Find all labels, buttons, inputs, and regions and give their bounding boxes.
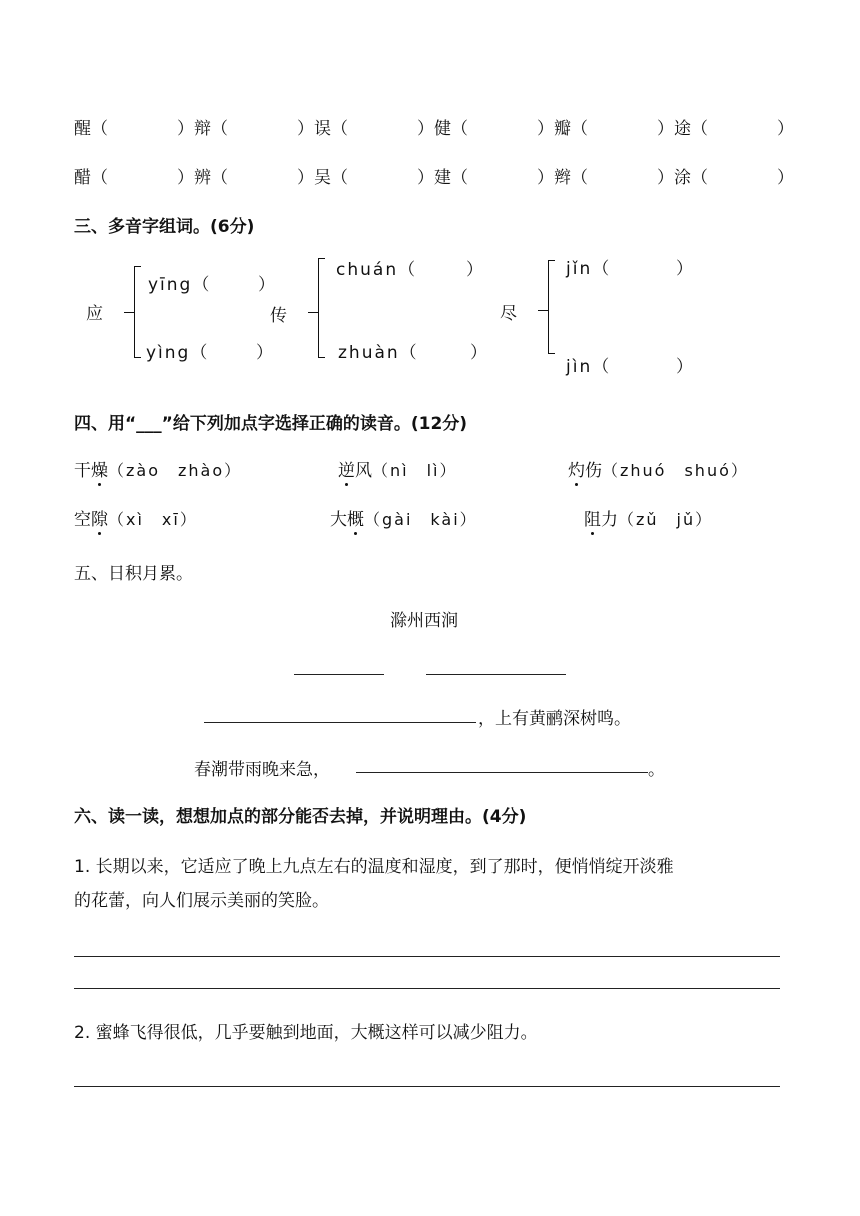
pinyin-choices: （nì lì） [372, 461, 458, 480]
poem-line-end: 。 [648, 760, 665, 780]
pronunciation-item [584, 505, 713, 530]
pronunciation-item [338, 456, 457, 481]
row-cell: ）吴（ [297, 168, 348, 188]
dotted-char: 阻 [584, 505, 601, 530]
dotted-char: 灼 [568, 456, 585, 481]
pinyin-option: yīng（ [148, 275, 212, 295]
dotted-char: 隙 [91, 505, 108, 530]
answer-line[interactable] [74, 956, 780, 957]
polyphone-char-jin: 尽 [500, 304, 517, 324]
bracket-stem [538, 310, 548, 311]
row-cell: ）辫（ [537, 168, 588, 188]
blank-line-poem-line-4[interactable] [356, 772, 648, 773]
polyphone-char-chuan: 传 [270, 306, 287, 326]
pinyin-option: jìn（ [566, 357, 612, 377]
row-cell: ） [777, 168, 794, 188]
polyphone-char-ying: 应 [86, 304, 103, 324]
bracket-stem [124, 312, 134, 313]
pronunciation-item [74, 505, 198, 530]
pinyin-choices: （zǔ jǔ） [618, 510, 714, 529]
section-4-heading: 四、用“___”给下列加点字选择正确的读音。(12分) [74, 414, 468, 434]
item-char: 风 [355, 461, 372, 481]
bracket [548, 260, 555, 354]
poem-title: 滁州西涧 [390, 611, 458, 631]
bracket [134, 266, 141, 358]
item-char: 干 [74, 461, 91, 481]
row-cell: ）途（ [657, 119, 708, 139]
pronunciation-item [568, 456, 749, 481]
question-2: 2. 蜜蜂飞得很低，几乎要触到地面，大概这样可以减少阻力。 [74, 1023, 538, 1043]
question-1-line-1: 1. 长期以来，它适应了晚上九点左右的温度和湿度，到了那时，便悄悄绽开淡雅 [74, 857, 674, 877]
item-char: 空 [74, 510, 91, 530]
answer-line[interactable] [74, 988, 780, 989]
row-cell: 醒（ [74, 119, 108, 139]
answer-blank-close: ） [256, 343, 273, 363]
pinyin-option: jǐn（ [566, 259, 612, 279]
dotted-char: 概 [347, 505, 364, 530]
pinyin-option: chuán（ [336, 260, 418, 280]
char-row-1 [74, 114, 794, 139]
row-cell: ）建（ [417, 168, 468, 188]
pinyin-choices: （zào zhào） [108, 461, 243, 480]
pinyin-option: yìng（ [146, 343, 210, 363]
section-3-heading: 三、多音字组词。(6分) [74, 217, 255, 237]
section-6-heading: 六、读一读，想想加点的部分能否去掉，并说明理由。(4分) [74, 807, 527, 827]
row-cell: ）辨（ [177, 168, 228, 188]
pinyin-choices: （zhuó shuó） [602, 461, 749, 480]
answer-blank-close: ） [676, 259, 693, 279]
pronunciation-item [74, 456, 242, 481]
dotted-char: 逆 [338, 456, 355, 481]
pinyin-option: zhuàn（ [338, 343, 419, 363]
answer-blank-close: ） [470, 343, 487, 363]
bracket [318, 258, 325, 358]
answer-blank-close: ） [676, 357, 693, 377]
row-cell: ）误（ [297, 119, 348, 139]
row-cell: 醋（ [74, 168, 108, 188]
pinyin-choices: （gài kài） [364, 510, 478, 529]
row-cell: ）瓣（ [537, 119, 588, 139]
pronunciation-item [330, 505, 478, 530]
blank-line-author-dynasty[interactable] [294, 674, 384, 675]
poem-line-3-text: 春潮带雨晚来急， [194, 760, 330, 780]
row-cell: ）涂（ [657, 168, 708, 188]
poem-line-2-text: ，上有黄鹂深树鸣。 [478, 709, 631, 729]
bracket-stem [308, 312, 318, 313]
blank-line-poem-line-1[interactable] [204, 722, 476, 723]
row-cell: ） [777, 119, 794, 139]
pinyin-choices: （xì xī） [108, 510, 198, 529]
item-char: 力 [601, 510, 618, 530]
row-cell: ）辩（ [177, 119, 228, 139]
item-char: 大 [330, 510, 347, 530]
answer-line[interactable] [74, 1086, 780, 1087]
answer-blank-close: ） [258, 275, 275, 295]
answer-blank-close: ） [466, 260, 483, 280]
item-char: 伤 [585, 461, 602, 481]
question-1-line-2: 的花蕾，向人们展示美丽的笑脸。 [74, 891, 329, 911]
char-row-2 [74, 163, 794, 188]
blank-line-author-name[interactable] [426, 674, 566, 675]
row-cell: ）健（ [417, 119, 468, 139]
dotted-char: 燥 [91, 456, 108, 481]
section-5-heading: 五、日积月累。 [74, 564, 193, 584]
